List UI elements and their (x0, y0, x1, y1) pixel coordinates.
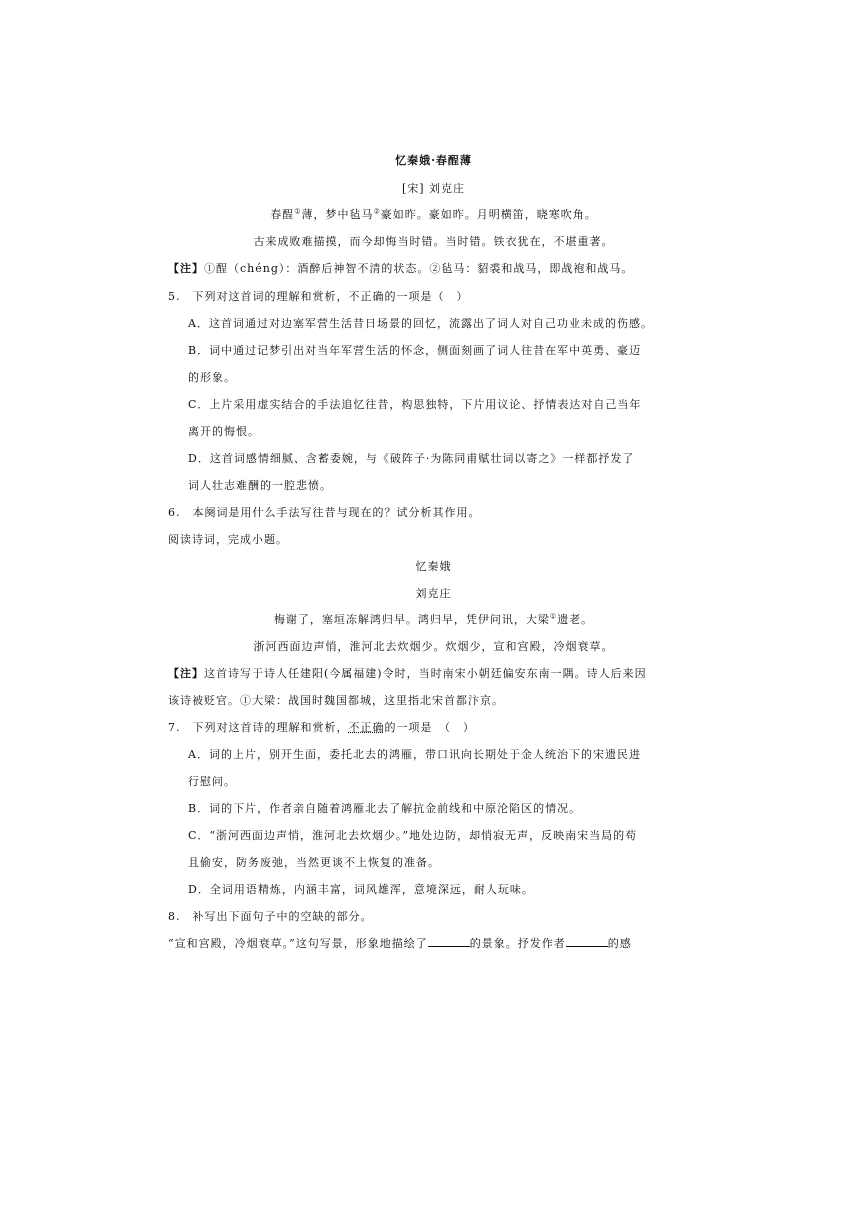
q5-option-c: C．上片采用虚实结合的手法追忆往昔，构思独特，下片用议论、抒情表达对自己当年 (188, 398, 642, 411)
poem2-note: 【注】这首诗写于诗人任建阳(今属福建)令时，当时南宋小朝廷偏安东南一隅。诗人后来因 (168, 667, 647, 680)
poem1-title: 忆秦娥·春酲薄 (395, 154, 472, 167)
reading-instruction: 阅读诗词，完成小题。 (168, 533, 288, 546)
poem2-line2: 浙河西面边声悄，淮河北去炊烟少。炊烟少，宣和宫殿，冷烟衰草。 (253, 640, 614, 653)
question-5-stem: 5. 下列对这首词的理解和赏析，不正确的一项是（ ） (168, 290, 469, 303)
poem1-line1: 春酲①薄，梦中毡马②豪如昨。豪如昨。月明横笛，晓寒吹角。 (270, 207, 597, 221)
q5-option-b: B．词中通过记梦引出对当年军营生活的怀念，侧面刻画了词人往昔在军中英勇、豪迈 (188, 344, 642, 357)
poem2-title: 忆秦娥 (415, 560, 452, 573)
q7-option-a-cont: 行慰问。 (188, 775, 236, 788)
q7-option-c: C．“浙河西面边声悄，淮河北去炊烟少。”地处边防，却悄寂无声，反映南宋当局的苟 (188, 829, 638, 842)
poem1-author: [宋] 刘克庄 (401, 182, 466, 195)
q5-option-c-cont: 离开的悔恨。 (188, 425, 260, 438)
q7-option-a: A．词的上片，别开生面，委托北去的鸿雁，带口讯向长期处于金人统治下的宋遗民进 (188, 748, 641, 761)
poem1-line2: 古来成败难描摸，而今却悔当时错。当时错。铁衣犹在，不堪重著。 (253, 235, 614, 248)
q7-option-b: B．词的下片，作者亲自随着鸿雁北去了解抗金前线和中原沦陷区的情况。 (188, 802, 582, 815)
poem2-author: 刘克庄 (415, 587, 452, 600)
q5-option-d-cont: 词人壮志难酬的一腔悲愤。 (188, 479, 332, 492)
question-6-stem: 6. 本阕词是用什么手法写往昔与现在的？试分析其作用。 (168, 506, 481, 519)
poem2-line1: 梅谢了，塞垣冻解鸿归早。鸿归早，凭伊问讯，大梁①遗老。 (273, 612, 594, 626)
answer-blank-1[interactable] (428, 937, 470, 947)
q5-option-d: D．这首词感情细腻、含蓄委婉，与《破阵子·为陈同甫赋壮词以寄之》一样都抒发了 (188, 452, 635, 465)
q8-fill-text: “宣和宫殿，冷烟衰草。”这句写景，形象地描绘了 的景象。抒发作者 的感 (168, 937, 632, 950)
question-7-stem: 7. 下列对这首诗的理解和赏析，不正确的一项是 （ ） (168, 721, 475, 734)
poem1-note: 【注】①酲（chéng）：酒醉后神智不清的状态。②毡马：貂裘和战马，即战袍和战马。 (168, 262, 634, 275)
poem2-note-cont: 该诗被贬官。①大梁：战国时魏国都城，这里指北宋首都汴京。 (168, 694, 504, 707)
q7-option-c-cont: 且偷安，防务废弛，当然更谈不上恢复的准备。 (188, 856, 440, 869)
q5-option-b-cont: 的形象。 (188, 371, 236, 384)
q5-option-a: A．这首词通过对边塞军营生活昔日场景的回忆，流露出了词人对自己功业未成的伤感。 (188, 317, 653, 330)
question-8-stem: 8. 补写出下面句子中的空缺的部分。 (168, 910, 373, 923)
q7-option-d: D．全词用语精炼，内涵丰富，词风雄浑，意境深远，耐人玩味。 (188, 883, 534, 896)
answer-blank-2[interactable] (566, 937, 608, 947)
